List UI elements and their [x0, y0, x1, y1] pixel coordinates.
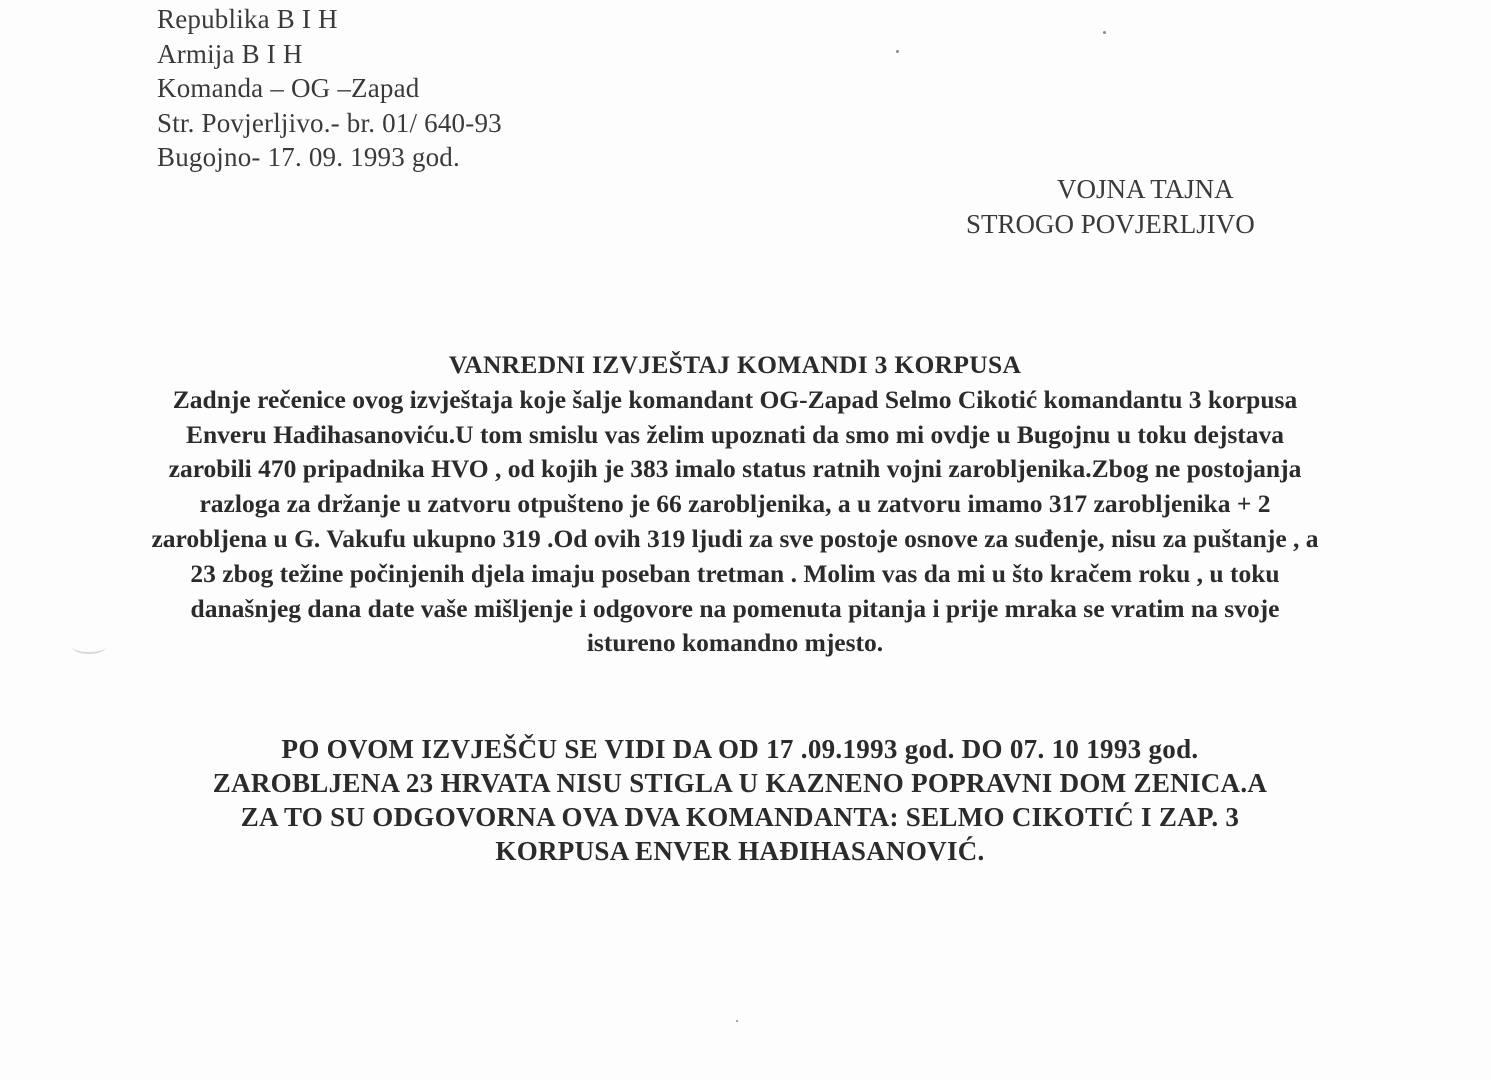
- letterhead-country: Republika B I H: [157, 4, 338, 34]
- conclusion-note: PO OVOM IZVJEŠČU SE VIDI DA OD 17 .09.1993 god. DO 07. 10 1993 god. ZAROBLJENA 23 HRVATA NISU STIGLA U KAZNENO POPRAVNI DOM ZENICA.A ZA TO SU ODGOVORNA OVA DVA KOMANDANTA: SELMO CIKOTIĆ I ZAP. 3 KORPUSA ENVER HAĐIHASANOVIĆ.: [212, 734, 1268, 866]
- report-body: Zadnje rečenice ovog izvještaja koje šalje komandant OG-Zapad Selmo Cikotić komandantu 3 korpusa Enveru Hađihasanoviću.U tom smislu vas želim upoznati da smo mi ovdje u Bugojnu u toku dejstava zarobili 470 pripadnika HVO , od kojih je 383 imalo status ratnih vojni zarobljenika.Zbog ne postojanja razloga za držanje u zatvoru otpušteno je 66 zarobljenika, a u zatvoru imamo 317 zarobljenika + 2 zarobljena u G. Vakufu ukupno 319 .Od ovih 319 ljudi za sve postoje osnove za suđenje, nisu za puštanje , a 23 zbog težine počinjenih djela imaju poseban tretman . Molim vas da mi u što kračem roku , u toku današnjeg dana date vaše mišljenje i odgovore na pomenuta pitanja i prije mraka se vratim na svoje istureno komandno mjesto.: [151, 384, 1319, 658]
- scan-speck: [736, 1020, 738, 1022]
- classification-strictly-confidential: STROGO POVJERLJIVO: [966, 209, 1255, 239]
- letterhead-command: Komanda – OG –Zapad: [157, 73, 420, 103]
- letterhead-place-date: Bugojno- 17. 09. 1993 god.: [157, 142, 460, 172]
- letterhead-reference-number: Str. Povjerljivo.- br. 01/ 640-93: [157, 107, 502, 138]
- classification-military-secret: VOJNA TAJNA: [1057, 174, 1234, 204]
- scan-speck: [896, 50, 899, 53]
- scan-smudge: [72, 640, 106, 654]
- classification-marking: [960, 172, 1300, 242]
- scan-speck: [1103, 31, 1106, 34]
- letterhead: [157, 2, 502, 175]
- report-section: [150, 348, 1320, 661]
- letterhead-army: Armija B I H: [157, 38, 303, 69]
- report-title: VANREDNI IZVJEŠTAJ KOMANDI 3 KORPUSA: [448, 350, 1022, 379]
